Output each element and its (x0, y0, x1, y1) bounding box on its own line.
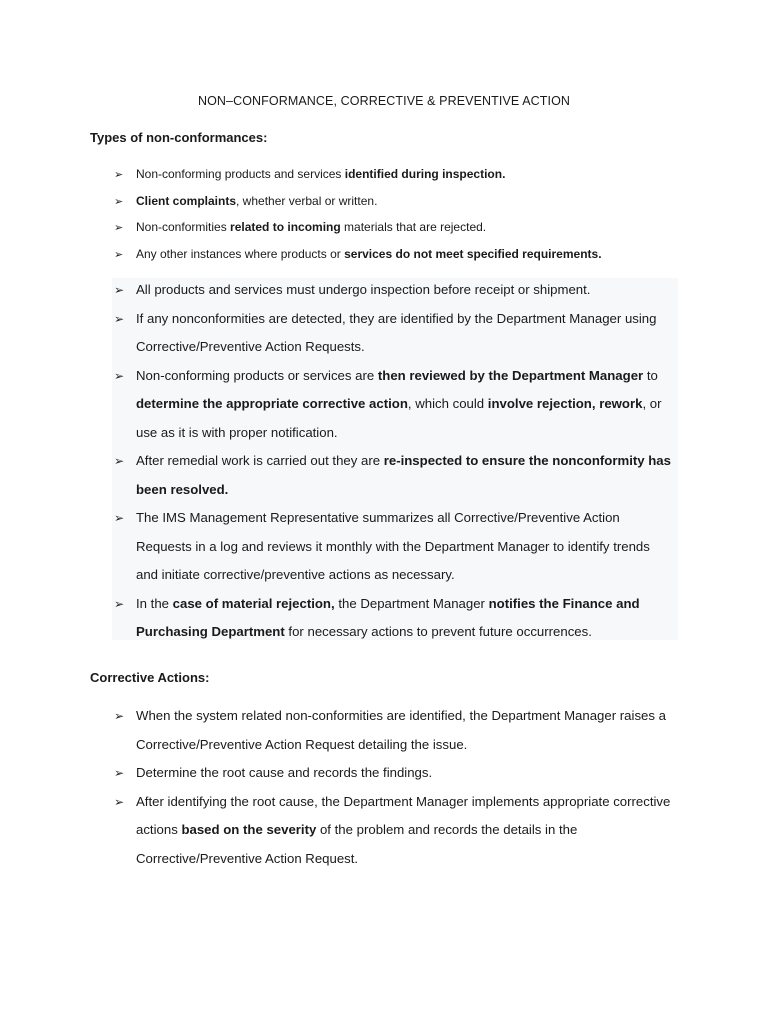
list-item: ➢ Any other instances where products or services do not meet specified requirements. (114, 246, 674, 263)
list-item: ➢ Client complaints, whether verbal or written. (114, 193, 674, 210)
arrow-bullet-icon: ➢ (114, 511, 125, 525)
arrow-bullet-icon: ➢ (114, 596, 125, 611)
list-item: ➢ After identifying the root cause, the Department Manager implements appropriate corrective actions based on the severity of the problem and records the details in the Corrective/Preventive Action Request. (114, 788, 674, 874)
arrow-bullet-icon: ➢ (114, 222, 124, 234)
list-item: ➢ If any nonconformities are detected, they are identified by the Department Manager using Corrective/Preventive Action Requests. (114, 305, 674, 362)
list-item: ➢ Non-conforming products and services identified during inspection. (114, 166, 674, 183)
list-item: ➢ Determine the root cause and records the findings. (114, 759, 674, 788)
arrow-bullet-icon: ➢ (114, 794, 125, 809)
page-title: NON–CONFORMANCE, CORRECTIVE & PREVENTIVE ACTION (197, 94, 571, 108)
arrow-bullet-icon: ➢ (114, 766, 125, 780)
list-item: ➢ The IMS Management Representative summarizes all Corrective/Preventive Action Requests in a log and reviews it monthly with the Department Manager to identify trends and initiate corrective/preventive actions as necessary. (114, 504, 674, 590)
arrow-bullet-icon: ➢ (114, 283, 125, 297)
corrective-heading: Corrective Actions: (90, 670, 210, 685)
arrow-bullet-icon: ➢ (114, 195, 124, 208)
types-heading: Types of non-conformances: (90, 130, 268, 145)
types-list (114, 166, 674, 272)
list-item: ➢ All products and services must undergo inspection before receipt or shipment. (114, 276, 674, 305)
corrective-list (114, 702, 674, 873)
list-item: ➢ When the system related non-conformities are identified, the Department Manager raises a Corrective/Preventive Action Request detailing the issue. (114, 702, 674, 759)
list-item: ➢ After remedial work is carried out they are re-inspected to ensure the nonconformity has been resolved. (114, 447, 674, 504)
list-item: ➢ Non-conformities related to incoming materials that are rejected. (114, 219, 674, 236)
arrow-bullet-icon: ➢ (114, 709, 125, 723)
arrow-bullet-icon: ➢ (114, 169, 124, 181)
arrow-bullet-icon: ➢ (114, 454, 125, 468)
list-item: ➢ Non-conforming products or services are then reviewed by the Department Manager to determine the appropriate corrective action, which could involve rejection, rework, or use as it is with proper notification. (114, 362, 674, 448)
process-list (114, 276, 674, 647)
list-item: ➢ In the case of material rejection, the Department Manager notifies the Finance and Purchasing Department for necessary actions to prevent future occurrences. (114, 590, 674, 647)
arrow-bullet-icon: ➢ (114, 368, 125, 383)
arrow-bullet-icon: ➢ (114, 248, 124, 261)
arrow-bullet-icon: ➢ (114, 311, 125, 326)
